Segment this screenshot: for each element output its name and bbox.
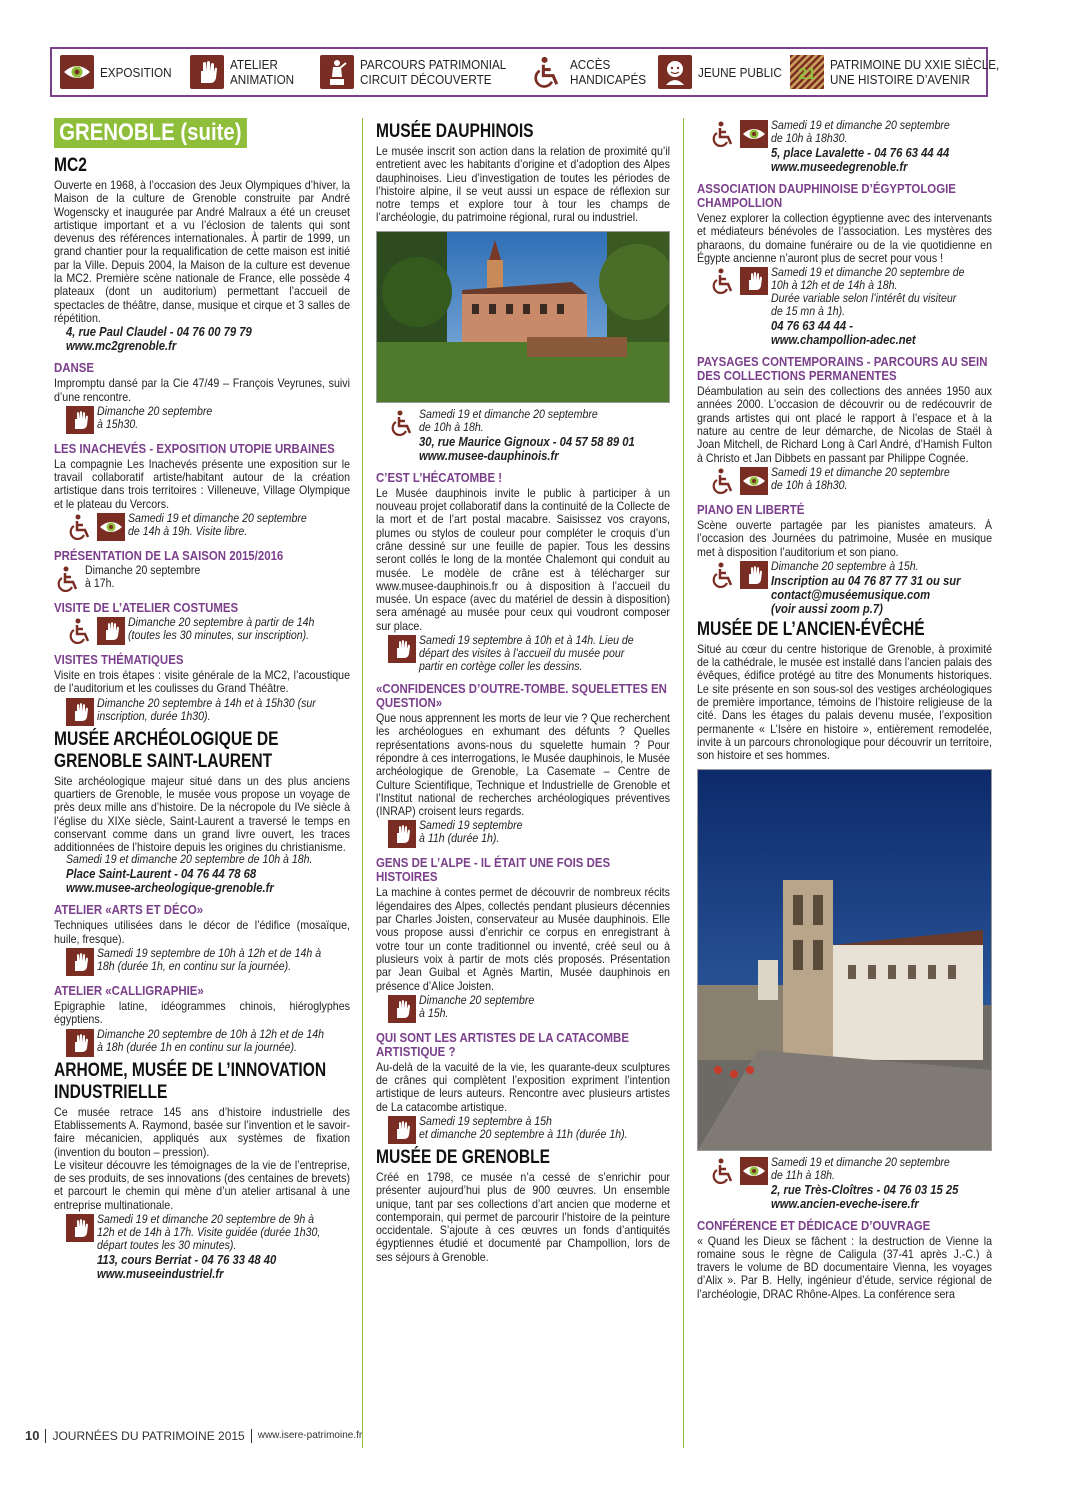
archeologique-date: Samedi 19 et dimanche 20 septembre de 10h à 18h. xyxy=(66,854,313,867)
hand-icon xyxy=(388,635,416,663)
hecatombe-info xyxy=(376,635,670,674)
mc2-address: 4, rue Paul Claudel - 04 76 00 79 79 xyxy=(66,325,252,340)
mc2-text: Ouverte en 1968, à l’occasion des Jeux Olympiques d’hiver, la Maison de la culture de Grenoble construite par André Wogenscky et inaugurée par André Malraux a été un creuset artistique important et a vu l’éclosion de talents qui sont devenus des références internationales. À partir de 1999, un grand chantier pour la requalification de cette maison est initié par la Ville. Depuis 2004, la Maison de la culture est devenue la MC2. Première scène nationale de France, elle possède 4 plateaux (dont un auditorium) permettant l’accueil de spectacles de théâtre, danse, musique et cirque et 3 salles de répétition. xyxy=(54,179,351,325)
catacombe-info xyxy=(376,1116,670,1144)
calligraphie-date: Dimanche 20 septembre de 10h à 12h et de 14h à 18h (durée 1h en continu sur la journée). xyxy=(97,1028,325,1054)
footer-divider xyxy=(251,1429,252,1443)
heading-inacheves: LES INACHEVÉS - EXPOSITION UTOPIE URBAINES xyxy=(54,440,335,456)
heading-archeologique: MUSÉE ARCHÉOLOGIQUE DE GRENOBLE SAINT-LAURENT xyxy=(54,728,279,772)
legend-jeune xyxy=(650,49,782,95)
footer-divider xyxy=(45,1429,46,1443)
heading-ancien-eveche: MUSÉE DE L’ANCIEN-ÉVÊCHÉ xyxy=(697,618,925,640)
eye-icon xyxy=(740,1157,768,1185)
danse-date: Dimanche 20 septembre à 15h30. xyxy=(97,405,213,431)
ancien-eveche-info xyxy=(697,1157,992,1211)
wheelchair-icon xyxy=(388,409,416,437)
calligraphie-info xyxy=(54,1029,350,1057)
arhome-website[interactable]: www.museeindustriel.fr xyxy=(97,1266,224,1281)
wheelchair-icon xyxy=(709,1157,737,1185)
costumes-date: Dimanche 20 septembre à partir de 14h (toutes les 30 minutes, sur inscription). xyxy=(128,617,315,643)
wheelchair-icon xyxy=(709,561,737,589)
arhome-date: Samedi 19 et dimanche 20 septembre de 9h à 12h et de 14h à 17h. Visite guidée (durée 1h30, départ toutes les 30 minutes). xyxy=(97,1213,321,1252)
arhome-text-2: Le visiteur découvre les témoignages de la vie de l’entreprise, de ses produits, de ses innovations (des centaines de brevets) et parcourt le chemin qui mène d’un atelier artisanal à une entreprise multinationale. xyxy=(54,1158,351,1212)
danse-text: Impromptu dansé par la Cie 47/49 – François Veyrunes, suivi d’une rencontre. xyxy=(54,377,351,404)
child-icon xyxy=(658,55,692,89)
musee-grenoble-text: Créé en 1798, ce musée n’a cessé de s’enrichir pour présenter aujourd’hui plus de 900 œuvres. Un ensemble unique, tant par ses collections d’art ancien que moderne et contemporain, qui permet de parcourir l’histoire de la peinture occidentale. S’ajoute à ces œuvres un fonds d’antiquités égyptiennes étudié et documenté par Champollion, lors de ses séjours à Grenoble. xyxy=(376,1170,670,1264)
legend-acces xyxy=(522,49,650,95)
archeologique-text: Site archéologique majeur situé dans un des plus anciens quartiers de Grenoble, le musée vous propose un voyage de près deux mille ans d’histoire. De la nécropole du IVe siècle à l’église du XIXe siècle, Saint-Laurent a traversé le temps en conservant comme dans un grand livre ouvert, les traces additionnées de l’histoire depuis les origines du christianisme. xyxy=(54,774,351,855)
deco-date: Samedi 19 septembre de 10h à 12h et de 14h à 18h (durée 1h, en continu sur la journée). xyxy=(97,948,322,974)
hand-icon xyxy=(66,948,94,976)
heading-gens-alpe: GENS DE L’ALPE - IL ÉTAIT UNE FOIS DES HISTOIRES xyxy=(376,855,611,885)
visites-date: Dimanche 20 septembre à 14h et à 15h30 (sur inscription, durée 1h30). xyxy=(97,697,316,723)
piano-zoom: (voir aussi zoom p.7) xyxy=(771,601,883,616)
egyptologie-info xyxy=(697,267,992,347)
eye-icon xyxy=(740,120,768,148)
eye-icon xyxy=(740,467,768,495)
costumes-info xyxy=(54,617,350,645)
legend-bar xyxy=(50,47,1000,97)
heading-paysages: PAYSAGES CONTEMPORAINS - PARCOURS AU SEIN DES COLLECTIONS PERMANENTES xyxy=(697,354,988,384)
piano-contact[interactable]: contact@muséemusique.com xyxy=(771,587,931,602)
musee-grenoble-date: Samedi 19 et dimanche 20 septembre de 10h à 18h30. xyxy=(771,120,950,145)
confidences-date: Samedi 19 septembre à 11h (durée 1h). xyxy=(419,820,523,846)
gens-alpe-info xyxy=(376,995,670,1023)
visites-text: Visite en trois étapes : visite générale de la MC2, l’acoustique de l’auditorium et les coulisses du Grand Théâtre. xyxy=(54,669,351,696)
heading-danse: DANSE xyxy=(54,360,95,376)
hand-icon xyxy=(388,820,416,848)
egyptologie-phone: 04 76 63 44 44 - xyxy=(771,319,853,334)
conference-text: « Quand les Dieux se fâchent : la destruction de Vienne la romaine sous le règne de Caligula (37-41 après J.-C.) à travers le volume de BD documentaire Vienna, les voyages d’Alix ». Par B. Helly, ingénieur d’étude, service régional de l’archéologie, DRAC Rhône-Alpes. La conférence sera xyxy=(697,1234,993,1301)
legend-xxi xyxy=(782,49,1000,95)
hand-icon xyxy=(66,698,94,726)
legend-label: PATRIMOINE DU XXIE SIÈCLE, UNE HISTOIRE D’AVENIR xyxy=(830,57,1000,87)
heading-calligraphie: ATELIER «CALLIGRAPHIE» xyxy=(54,983,204,999)
page-footer xyxy=(25,1428,362,1443)
ancien-eveche-address: 2, rue Très-Cloîtres - 04 76 03 15 25 xyxy=(771,1182,959,1197)
archeologique-address: Place Saint-Laurent - 04 76 44 78 68 xyxy=(66,867,257,882)
heading-hecatombe: C’EST L’HÉCATOMBE ! xyxy=(376,469,503,485)
paysages-date: Samedi 19 et dimanche 20 septembre de 10h à 18h30. xyxy=(771,466,950,492)
heading-visites: VISITES THÉMATIQUES xyxy=(54,652,184,668)
arhome-address: 113, cours Berriat - 04 76 33 48 40 xyxy=(97,1252,277,1267)
wheelchair-icon xyxy=(709,267,737,295)
wheelchair-icon xyxy=(709,120,737,148)
confidences-text: Que nous apprennent les morts de leur vie ? Que recherchent les archéologues en exhumant des défunts ? Quelles représentations avons-nous du squelette humain ? Pour répondre à ces interrogations, le Musée dauphinois, le Musée archéologique de Grenoble, La Casemate – Centre de Culture Scientifique, Technique et Industrielle de Grenoble et l’Institut national de recherches archéologiques préventives (INRAP) croisent leurs regards. xyxy=(376,712,670,819)
musee-dauphinois-photo xyxy=(376,231,670,403)
heading-piano: PIANO EN LIBERTÉ xyxy=(697,501,805,517)
musee-dauphinois-website[interactable]: www.musee-dauphinois.fr xyxy=(419,448,559,463)
svg-text:21: 21 xyxy=(798,66,816,83)
hand-icon xyxy=(97,617,125,645)
ancien-eveche-date: Samedi 19 et dimanche 20 septembre de 11h à 18h. xyxy=(771,1156,950,1182)
eye-icon xyxy=(60,55,94,89)
deco-info xyxy=(54,948,350,976)
heading-deco: ATELIER «ARTS ET DÉCO» xyxy=(54,902,204,918)
legend-label: JEUNE PUBLIC xyxy=(698,64,782,80)
column-2 xyxy=(376,118,670,1264)
legend-label: PARCOURS PATRIMONIAL CIRCUIT DÉCOUVERTE xyxy=(360,57,507,87)
piano-text: Scène ouverte partagée par les pianistes amateurs. À l’occasion des Journées du patrimoine, Musée en musique met à disposition l’auditorium et son piano. xyxy=(697,518,993,559)
arhome-text-1: Ce musée retrace 145 ans d’histoire industrielle des Etablissements A. Raymond, basée sur l’invention et le savoir-faire mécanicien, appliqués aux systèmes de fixation (invention du bouton – pression). xyxy=(54,1105,351,1159)
wheelchair-icon xyxy=(530,55,564,89)
heading-saison: PRÉSENTATION DE LA SAISON 2015/2016 xyxy=(54,548,284,564)
legend-exposition xyxy=(52,49,182,95)
ancien-eveche-website[interactable]: www.ancien-eveche-isere.fr xyxy=(771,1196,919,1211)
hand-icon xyxy=(190,55,224,89)
hand-icon xyxy=(66,406,94,434)
statue-icon xyxy=(320,55,354,89)
xxi-icon xyxy=(790,55,824,89)
musee-dauphinois-info xyxy=(376,409,670,463)
hand-icon xyxy=(388,1116,416,1144)
musee-dauphinois-address: 30, rue Maurice Gignoux - 04 57 58 89 01 xyxy=(419,434,635,449)
musee-dauphinois-text: Le musée inscrit son action dans la relation de proximité qu’il entretient avec les habitants d’origine et d’adoption des Alpes dauphinoises. Lieu d’investigation de toutes les périodes de l’histoire alpine, il se veut aussi un espace de réflexion sur notre temps et explore tour à tour les champs de l’archéologie, du patrimoine régional, rural ou industriel. xyxy=(376,145,670,225)
egyptologie-date: Samedi 19 et dimanche 20 septembre de 10h à 12h et de 14h à 18h. Durée variable selon l’intérêt du visiteur de 15 mn à 1h). xyxy=(771,267,965,319)
catacombe-text: Au-delà de la vacuité de la vie, les quarante-deux sculptures de crânes qui complètent l’exposition expriment l’intention artistique de leurs auteurs. Rencontre avec plusieurs artistes de La catacombe artistique. xyxy=(376,1060,670,1114)
archeologique-website[interactable]: www.musee-archeologique-grenoble.fr xyxy=(66,881,274,896)
gens-alpe-date: Dimanche 20 septembre à 15h. xyxy=(419,994,535,1020)
piano-inscription: Inscription au 04 76 87 77 31 ou sur xyxy=(771,573,961,588)
gens-alpe-text: La machine à contes permet de découvrir de nombreux récits légendaires des Alpes, collectés pendant plusieurs décennies par Charles Joisten, conservateur au Musée dauphinois. Elle vous propose aussi d’enrichir ce corpus en enregistrant à votre tour un conte traditionnel ou inventé, créé seul ou à plusieurs voix à partir de mots clés proposés. Présentation par Jean Guibal et Agnès Martin, Musée dauphinois en présence d’Alice Joisten. xyxy=(376,886,670,993)
hand-icon xyxy=(740,267,768,295)
section-banner: GRENOBLE (suite) xyxy=(54,118,247,148)
heading-musee-grenoble: MUSÉE DE GRENOBLE xyxy=(376,1146,551,1168)
ancien-eveche-photo xyxy=(697,769,992,1151)
paysages-text: Déambulation au sein des collections des années 1950 aux années 2000. L’occasion de découvrir ou de redécouvrir de grands artistes qui ont placé le rapport à l’espace et à la nature au centre de leur démarche, de Nicolas de Staël à Joan Mitchell, de Richard Long à Carl André, d’Hamish Fulton à Christo et Jan Dibbets en passant par Philippe Cognée. xyxy=(697,385,993,465)
musee-grenoble-address: 5, place Lavalette - 04 76 63 44 44 xyxy=(771,146,950,160)
piano-date: Dimanche 20 septembre à 15h. xyxy=(771,560,919,573)
heading-arhome: ARHOME, MUSÉE DE L’INNOVATION INDUSTRIELLE xyxy=(54,1059,327,1103)
column-1 xyxy=(54,118,350,1281)
musee-dauphinois-date: Samedi 19 et dimanche 20 septembre de 10h à 18h. xyxy=(419,408,598,434)
heading-conference: CONFÉRENCE ET DÉDICACE D’OUVRAGE xyxy=(697,1217,931,1233)
inacheves-text: La compagnie Les Inachevés présente une exposition sur le travail collaboratif artiste/habitant autour de la création artistique dans trois territoires : Villeneuve, Village Olympique et le plateau du Vercors. xyxy=(54,457,351,511)
saison-info xyxy=(54,565,350,593)
deco-text: Techniques utilisées dans le décor de l’édifice (mosaïque, huile, fresque). xyxy=(54,919,351,946)
hand-icon xyxy=(388,995,416,1023)
inacheves-info xyxy=(54,513,350,541)
column-3 xyxy=(697,118,992,1301)
ancien-eveche-text: Situé au cœur du centre historique de Grenoble, à proximité de la cathédrale, le musée est installé dans l’ancien palais des évêques, édifice protégé au titre des Monuments historiques. Le site présente en son sous-sol des vestiges archéologiques de première importance, témoins de l’histoire religieuse de la cité. Dans les étages du palais devenu musée, l’exposition permanente « L’Isère en histoire », entièrement remodelée, invite à un parcours chronologique pour découvrir un territoire, son histoire et ses hommes. xyxy=(697,642,993,763)
hecatombe-text: Le Musée dauphinois invite le public à participer à un nouveau projet collaboratif dans la continuité de la Collecte de la mort et de l’art postal macabre. Saisissez vos crayons, plumes ou stylos de couleur pour compléter le croquis d’un crâne dessiné sur une feuille de papier. Tous les dessins seront collés le long de la montée Chalemont qui conduit au musée. Le modèle de crâne est à télécharger sur www.musee-dauphinois.fr ou à disposition à l’accueil du musée. Un espace (avec du matériel de dessin à disposition) sera aménagé au musée pour ceux qui voudront composer sur place. xyxy=(376,486,670,633)
saison-date: Dimanche 20 septembre à 17h. xyxy=(85,565,201,591)
mc2-website[interactable]: www.mc2grenoble.fr xyxy=(66,339,177,354)
heading-confidences: «CONFIDENCES D’OUTRE-TOMBE. SQUELETTES EN QUESTION» xyxy=(376,681,667,711)
column-divider xyxy=(683,118,684,1448)
wheelchair-icon xyxy=(66,513,94,541)
hand-icon xyxy=(66,1029,94,1057)
legend-label: ATELIER ANIMATION xyxy=(230,57,295,87)
heading-egyptologie: ASSOCIATION DAUPHINOISE D’ÉGYPTOLOGIE CHAMPOLLION xyxy=(697,181,956,210)
catacombe-date: Samedi 19 septembre à 15h et dimanche 20 septembre à 11h (durée 1h). xyxy=(419,1115,628,1141)
paysages-info xyxy=(697,467,992,495)
wheelchair-icon xyxy=(66,617,94,645)
arhome-info xyxy=(54,1214,350,1281)
egyptologie-text: Venez explorer la collection égyptienne avec des intervenants et médiateurs bénévoles de l’association. Les mystères des pharaons, du domaine funéraire ou de la vie quotidienne en Égypte ancienne n’auront plus de secret pour vous ! xyxy=(697,212,993,265)
heading-costumes: VISITE DE L’ATELIER COSTUMES xyxy=(54,600,239,616)
visites-info xyxy=(54,698,350,726)
calligraphie-text: Epigraphie latine, idéogrammes chinois, hiéroglyphes égyptiens. xyxy=(54,1000,351,1027)
heading-mc2: MC2 xyxy=(54,155,87,176)
legend-parcours xyxy=(312,49,522,95)
heading-catacombe: QUI SONT LES ARTISTES DE LA CATACOMBE ARTISTIQUE ? xyxy=(376,1029,629,1059)
heading-musee-dauphinois: MUSÉE DAUPHINOIS xyxy=(376,121,534,142)
legend-label: ACCÈS HANDICAPÉS xyxy=(570,57,647,87)
legend-label: EXPOSITION xyxy=(100,64,172,80)
column-divider xyxy=(362,118,363,1448)
hand-icon xyxy=(740,561,768,589)
footer-url[interactable]: www.isere-patrimoine.fr xyxy=(257,1430,363,1441)
wheelchair-icon xyxy=(709,467,737,495)
hand-icon xyxy=(66,1214,94,1242)
page-number: 10 xyxy=(25,1428,40,1443)
legend-atelier xyxy=(182,49,312,95)
musee-grenoble-info xyxy=(697,120,992,174)
confidences-info xyxy=(376,820,670,848)
wheelchair-icon xyxy=(54,565,82,593)
danse-info xyxy=(54,406,350,434)
footer-title: JOURNÉES DU PATRIMOINE 2015 xyxy=(52,1428,245,1443)
piano-info xyxy=(697,561,992,616)
musee-grenoble-website[interactable]: www.museedegrenoble.fr xyxy=(771,160,908,174)
hecatombe-date: Samedi 19 septembre à 10h et à 14h. Lieu de départ des visites à l’accueil du musée pour partir en cortège coller les dessins. xyxy=(419,635,634,674)
egyptologie-website[interactable]: www.champollion-adec.net xyxy=(771,333,916,348)
inacheves-date: Samedi 19 et dimanche 20 septembre de 14h à 19h. Visite libre. xyxy=(128,513,307,539)
eye-icon xyxy=(97,513,125,541)
